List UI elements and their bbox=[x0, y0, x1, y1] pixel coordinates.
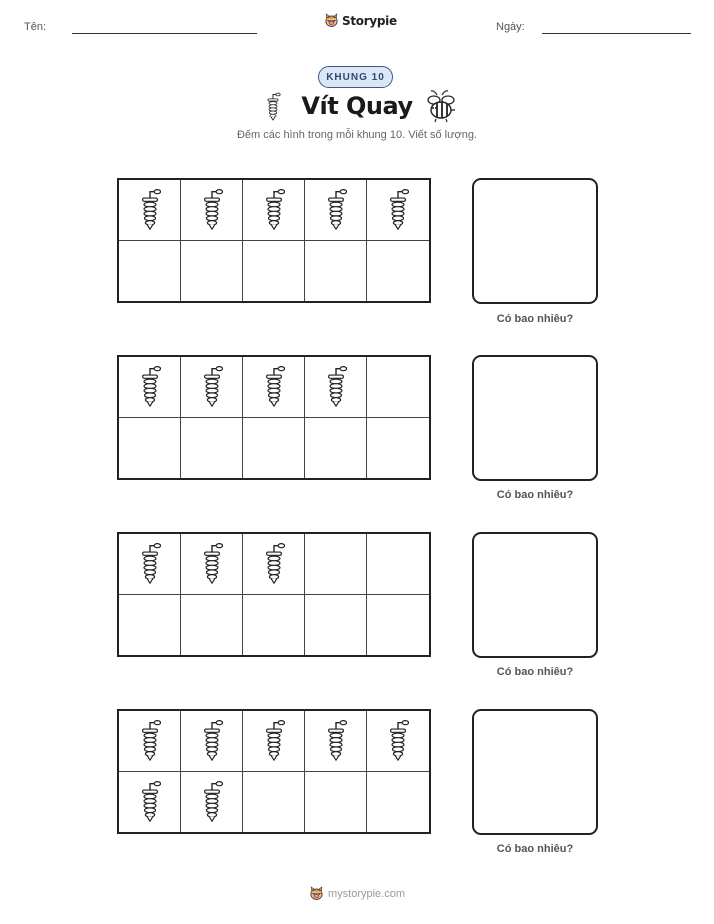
frame-cell bbox=[305, 595, 367, 656]
screw-icon bbox=[263, 365, 285, 409]
screw-icon bbox=[201, 780, 223, 824]
screw-icon bbox=[325, 188, 347, 232]
frame-cell bbox=[367, 180, 429, 241]
ten-frame-2 bbox=[117, 355, 431, 480]
storypie-logo-icon bbox=[324, 13, 339, 28]
frame-cell bbox=[119, 180, 181, 241]
frame-cell bbox=[305, 241, 367, 302]
screw-icon bbox=[263, 542, 285, 586]
screw-icon bbox=[263, 719, 285, 763]
bee-icon bbox=[423, 89, 459, 123]
screw-icon bbox=[387, 188, 409, 232]
frame-cell bbox=[119, 595, 181, 656]
screw-icon bbox=[325, 719, 347, 763]
frame-cell bbox=[119, 772, 181, 833]
screw-icon bbox=[325, 365, 347, 409]
frame-cell bbox=[181, 418, 243, 479]
screw-icon bbox=[139, 780, 161, 824]
frame-cell bbox=[367, 772, 429, 833]
frame-cell bbox=[181, 357, 243, 418]
frame-cell bbox=[367, 595, 429, 656]
frame-cell bbox=[181, 595, 243, 656]
frame-cell bbox=[305, 772, 367, 833]
frame-cell bbox=[181, 772, 243, 833]
answer-box-2[interactable] bbox=[472, 355, 598, 481]
screw-icon bbox=[201, 542, 223, 586]
screw-icon bbox=[139, 188, 161, 232]
frame-cell bbox=[367, 241, 429, 302]
frame-cell bbox=[367, 357, 429, 418]
ten-frame-badge: KHUNG 10 bbox=[318, 66, 393, 88]
frame-cell bbox=[305, 418, 367, 479]
ten-frame-3 bbox=[117, 532, 431, 657]
frame-cell bbox=[305, 180, 367, 241]
frame-cell bbox=[119, 711, 181, 772]
frame-cell bbox=[243, 534, 305, 595]
date-line bbox=[542, 33, 691, 34]
frame-cell bbox=[181, 534, 243, 595]
frame-cell bbox=[119, 357, 181, 418]
frame-cell bbox=[243, 772, 305, 833]
storypie-footer-icon bbox=[309, 886, 324, 901]
question-label-3: Có bao nhiêu? bbox=[496, 666, 574, 678]
answer-box-4[interactable] bbox=[472, 709, 598, 835]
screw-icon bbox=[139, 719, 161, 763]
ten-frame-4 bbox=[117, 709, 431, 834]
brand-name: Storypie bbox=[342, 13, 397, 28]
frame-cell bbox=[243, 180, 305, 241]
brand-logo bbox=[324, 13, 397, 28]
name-label: Tên: bbox=[24, 21, 47, 33]
screw-icon bbox=[139, 365, 161, 409]
instructions: Đếm các hình trong mỗi khung 10. Viết số lượng. bbox=[236, 129, 477, 141]
frame-cell bbox=[119, 418, 181, 479]
date-label: Ngày: bbox=[496, 21, 525, 33]
frame-cell bbox=[181, 241, 243, 302]
frame-cell bbox=[305, 534, 367, 595]
frame-cell bbox=[243, 241, 305, 302]
answer-box-3[interactable] bbox=[472, 532, 598, 658]
ten-frame-1 bbox=[117, 178, 431, 303]
frame-cell bbox=[367, 711, 429, 772]
question-label-1: Có bao nhiêu? bbox=[496, 313, 574, 325]
footer-url[interactable]: mystorypie.com bbox=[327, 887, 406, 900]
frame-cell bbox=[367, 534, 429, 595]
screw-icon bbox=[387, 719, 409, 763]
frame-cell bbox=[243, 418, 305, 479]
frame-cell bbox=[181, 180, 243, 241]
frame-cell bbox=[367, 418, 429, 479]
question-label-4: Có bao nhiêu? bbox=[496, 843, 574, 855]
screw-icon bbox=[201, 188, 223, 232]
screw-icon bbox=[139, 542, 161, 586]
screw-icon bbox=[201, 365, 223, 409]
question-label-2: Có bao nhiêu? bbox=[496, 489, 574, 501]
frame-cell bbox=[119, 534, 181, 595]
frame-cell bbox=[305, 711, 367, 772]
page-title: Vít Quay bbox=[301, 92, 413, 120]
answer-box-1[interactable] bbox=[472, 178, 598, 304]
frame-cell bbox=[119, 241, 181, 302]
screw-icon bbox=[263, 188, 285, 232]
frame-cell bbox=[181, 711, 243, 772]
screw-icon bbox=[201, 719, 223, 763]
footer bbox=[0, 886, 714, 901]
frame-cell bbox=[243, 357, 305, 418]
frame-cell bbox=[243, 711, 305, 772]
frame-cell bbox=[243, 595, 305, 656]
name-line bbox=[72, 33, 257, 34]
frame-cell bbox=[305, 357, 367, 418]
